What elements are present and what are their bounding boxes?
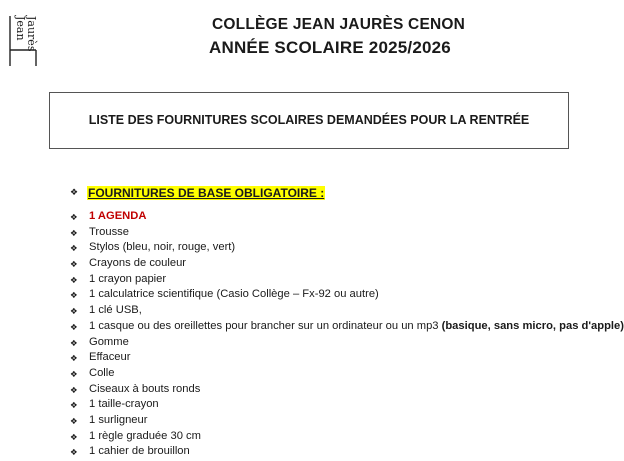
list-item-text	[89, 414, 147, 426]
school-name: COLLÈGE JEAN JAURÈS CENON	[212, 16, 466, 33]
school-logo	[6, 14, 44, 68]
item-label: 1 calculatrice scientifique (Casio Collège – Fx-92 ou autre)	[89, 288, 379, 301]
svg-text:Jean: Jean	[14, 16, 27, 41]
item-label: 1 casque ou des oreillettes pour brancher sur un ordinateur ou un mp3	[89, 319, 442, 332]
item-label: 1 AGENDA	[89, 210, 147, 222]
school-year: ANNÉE SCOLAIRE 2025/2026	[209, 38, 451, 57]
item-label: Colle	[89, 366, 115, 379]
diamond-bullet-icon: ❖	[70, 368, 78, 379]
title-box	[49, 92, 569, 149]
list-item-text	[89, 445, 190, 457]
list-item-text	[89, 320, 624, 332]
list-item-text	[89, 257, 186, 269]
diamond-bullet-icon: ❖	[70, 321, 78, 332]
diamond-bullet-icon: ❖	[70, 306, 78, 317]
list-item-text	[89, 398, 159, 410]
list-item-text	[89, 210, 146, 222]
diamond-bullet-icon: ❖	[70, 353, 78, 364]
list-item-text	[89, 226, 129, 238]
diamond-bullet-icon: ❖	[70, 227, 78, 238]
diamond-bullet-icon: ❖	[70, 400, 78, 411]
diamond-bullet-icon: ❖	[70, 259, 78, 270]
item-label: Trousse	[89, 225, 129, 238]
jean-jaures-logo-icon	[6, 14, 44, 68]
svg-text:Jaurès: Jaurès	[25, 16, 38, 52]
diamond-bullet-icon: ❖	[70, 187, 79, 197]
list-item-text	[89, 288, 379, 300]
item-note: (basique, sans micro, pas d'apple)	[441, 319, 624, 332]
diamond-bullet-icon: ❖	[70, 274, 78, 285]
list-item-text	[89, 273, 166, 285]
item-label: Gomme	[89, 335, 129, 348]
item-label: Ciseaux à bouts ronds	[89, 382, 201, 395]
list-item-text	[89, 304, 142, 316]
diamond-bullet-icon: ❖	[70, 415, 78, 426]
diamond-bullet-icon: ❖	[70, 243, 78, 254]
list-item-text	[89, 336, 129, 348]
diamond-bullet-icon: ❖	[70, 212, 78, 222]
diamond-bullet-icon: ❖	[70, 447, 78, 458]
item-label: Stylos (bleu, noir, rouge, vert)	[89, 241, 236, 254]
section-title: FOURNITURES DE BASE OBLIGATOIRE :	[88, 186, 325, 200]
item-label: 1 cahier de brouillon	[89, 445, 190, 458]
list-item-text	[89, 351, 130, 363]
list-item-text	[89, 367, 115, 379]
item-label: Effaceur	[89, 351, 131, 364]
diamond-bullet-icon: ❖	[70, 431, 78, 442]
diamond-bullet-icon: ❖	[70, 290, 78, 301]
list-title: LISTE DES FOURNITURES SCOLAIRES DEMANDÉES POUR LA RENTRÉE	[88, 113, 530, 127]
diamond-bullet-icon: ❖	[70, 337, 78, 348]
item-label: 1 règle graduée 30 cm	[89, 429, 201, 442]
list-item-text	[89, 383, 200, 395]
item-label: 1 surligneur	[89, 413, 148, 426]
list-item-text	[89, 241, 235, 253]
item-label: 1 clé USB,	[89, 304, 142, 317]
diamond-bullet-icon: ❖	[70, 384, 78, 395]
item-label: 1 taille-crayon	[89, 398, 159, 411]
item-label: Crayons de couleur	[89, 257, 187, 270]
item-label: 1 crayon papier	[89, 272, 167, 285]
list-item-text	[89, 430, 201, 442]
